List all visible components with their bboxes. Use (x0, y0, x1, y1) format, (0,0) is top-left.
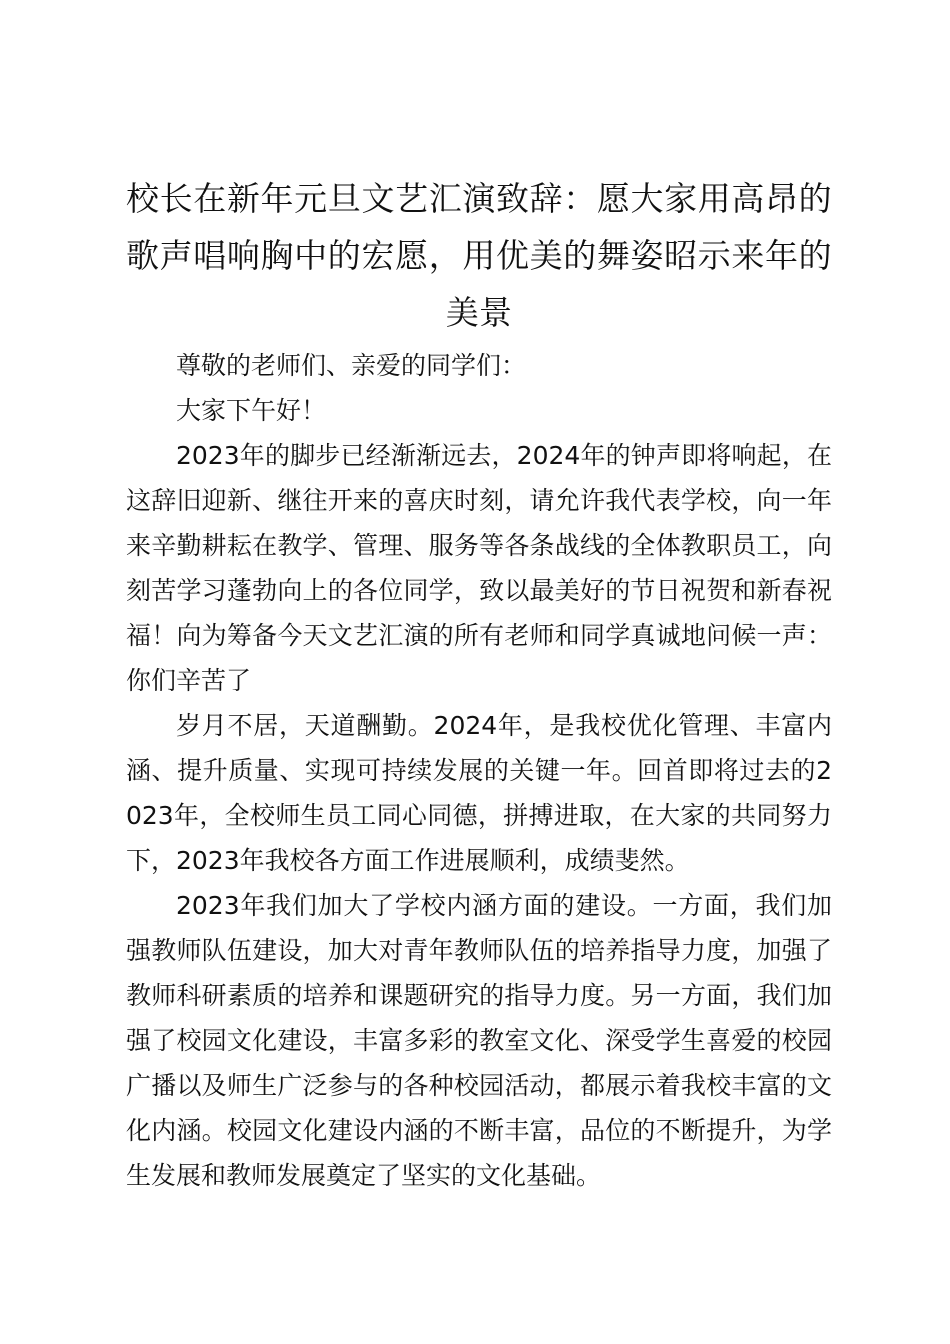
body-paragraph: 岁月不居，天道酬勤。2024年，是我校优化管理、丰富内涵、提升质量、实现可持续发展的关键一年。回首即将过去的2023年，全校师生员工同心同德，拼搏进取，在大家的共同努力下，2023年我校各方面工作进展顺利，成绩斐然。 (126, 711, 832, 875)
body-paragraph: 2023年我们加大了学校内涵方面的建设。一方面，我们加强教师队伍建设，加大对青年教师队伍的培养指导力度，加强了教师科研素质的培养和课题研究的指导力度。另一方面，我们加强了校园文化建设，丰富多彩的教室文化、深受学生喜爱的校园广播以及师生广泛参与的各种校园活动，都展示着我校丰富的文化内涵。校园文化建设内涵的不断丰富，品位的不断提升，为学生发展和教师发展奠定了坚实的文化基础。 (126, 891, 832, 1190)
salutation-paragraph: 尊敬的老师们、亲爱的同学们： (176, 351, 527, 380)
greeting-paragraph: 大家下午好！ (176, 396, 327, 425)
body-paragraph: 2023年的脚步已经渐渐远去，2024年的钟声即将响起，在这辞旧迎新、继往开来的喜庆时刻，请允许我代表学校，向一年来辛勤耕耘在教学、管理、服务等各条战线的全体教职员工，向刻苦学习蓬勃向上的各位同学，致以最美好的节日祝贺和新春祝福！向为筹备今天文艺汇演的所有老师和同学真诚地问候一声：你们辛苦了 (126, 441, 832, 695)
document-title: 校长在新年元旦文艺汇演致辞：愿大家用高昂的歌声唱响胸中的宏愿，用优美的舞姿昭示来年的美景 (126, 179, 832, 332)
document-body (126, 170, 832, 1198)
